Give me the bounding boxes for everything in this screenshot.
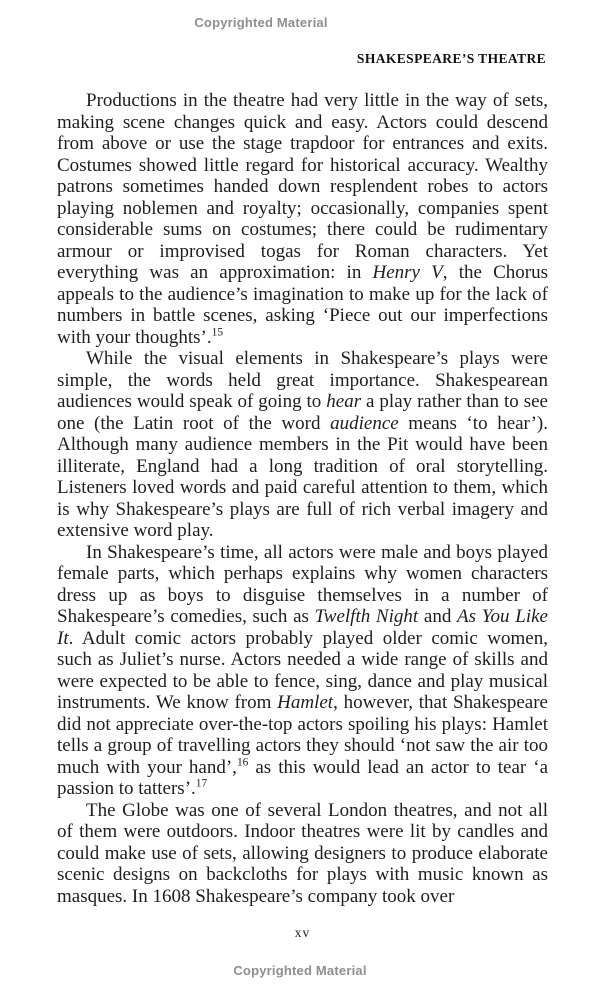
text-segment: In Shakespeare’s time, all actors were male and boys played female parts, which perhaps explains why women characters dress up as boys to disguise themselves in a number of Shakespeare’s comedies, such as xyxy=(57,541,548,627)
body-text xyxy=(57,90,548,907)
text-segment: and xyxy=(418,606,458,627)
text-segment: , however, that Shakespeare did not appreciate over-the-top actors spoiling his plays: Hamlet tells a group of travelling actors they should ‘not saw the air too much with your hand’, xyxy=(57,692,548,778)
text-segment: As You Like It xyxy=(57,606,548,649)
text-segment: , the Chorus appeals to the audience’s imagination to make up for the lack of numbers in battle scenes, asking ‘Piece out our imperfections with your thoughts’. xyxy=(57,262,548,348)
copyright-banner-bottom: Copyrighted Material xyxy=(233,963,367,978)
text-segment: The Globe was one of several London theatres, and not all of them were outdoors. Indoor theatres were lit by candles and could make use of sets, allowing designers to produce elaborate scenic designs on backcloths for plays with music known as masques. In 1608 Shakespeare’s company took over xyxy=(57,799,548,907)
text-segment: . Adult comic actors probably played older comic women, such as Juliet’s nurse. Actors needed a wide range of skills and were expected to be able to fence, sing, dance and play musical instruments. We know from xyxy=(57,627,548,713)
text-segment: While the visual elements in Shakespeare’s plays were simple, the words held great importance. Shakespearean audiences would speak of going to xyxy=(57,348,548,412)
text-segment: Henry V xyxy=(372,262,443,283)
paragraph xyxy=(57,90,548,348)
text-segment: Hamlet xyxy=(277,692,334,713)
running-head: SHAKESPEARE’S THEATRE xyxy=(356,51,546,66)
paragraph xyxy=(57,542,548,800)
text-segment: means ‘to hear’). Although many audience members in the Pit would have been illiterate, England had a long tradition of oral storytelling. Listeners loved words and paid careful attention to them, which is why Shakespeare’s plays are full of rich verbal imagery and extensive word play. xyxy=(57,412,548,541)
page-number: xv xyxy=(294,925,311,940)
text-segment: Productions in the theatre had very little in the way of sets, making scene changes quick and easy. Actors could descend from above or use the stage trapdoor for entrances and exits. Costumes showed little regard for historical accuracy. Wealthy patrons sometimes handed down resplendent robes to actors playing noblemen and royalty; occasionally, companies spent considerable sums on costumes; there could be rudimentary armour or improvised togas for Roman characters. Yet everything was an approximation: in xyxy=(57,90,548,283)
footnote-reference: 16 xyxy=(236,756,249,769)
text-segment: a play rather than to see one (the Latin root of the word xyxy=(57,391,548,434)
paragraph xyxy=(57,348,548,542)
footnote-reference: 17 xyxy=(195,777,208,790)
text-segment: audience xyxy=(330,412,399,434)
text-segment: Twelfth Night xyxy=(314,606,419,627)
text-segment: as this would lead an actor to tear ‘a passion to tatters’. xyxy=(57,756,548,799)
copyright-banner-top: Copyrighted Material xyxy=(194,15,328,30)
footnote-reference: 15 xyxy=(211,326,224,339)
text-segment: hear xyxy=(326,391,362,412)
paragraph xyxy=(57,800,548,908)
